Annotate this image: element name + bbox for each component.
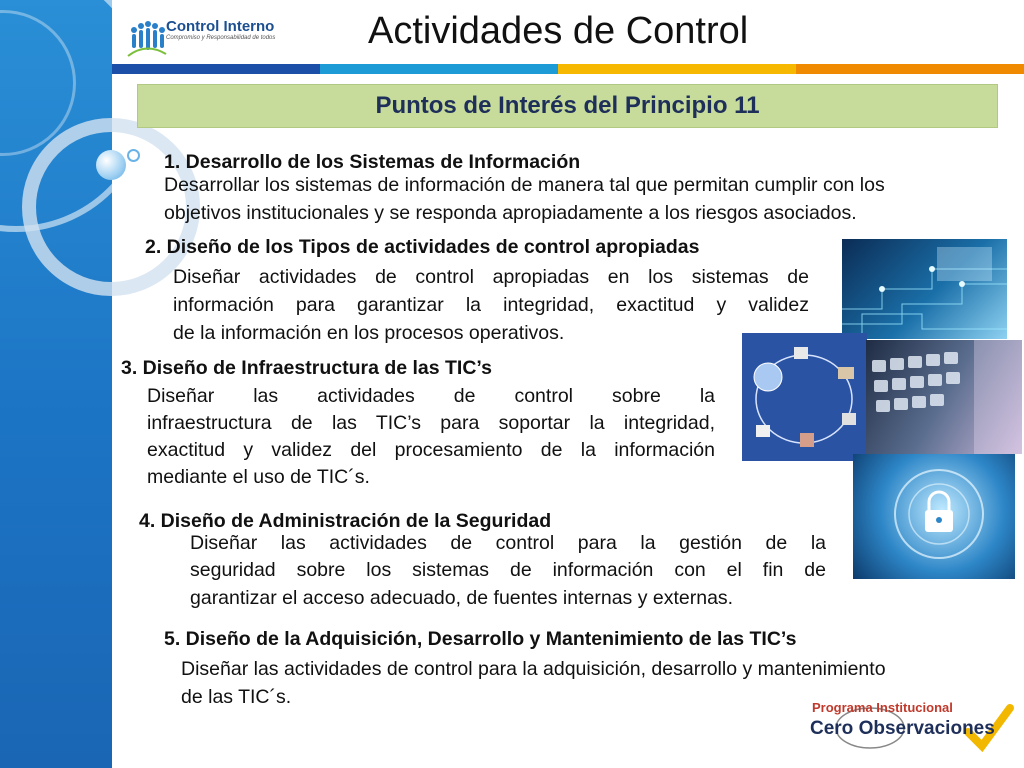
decorative-bubble [96, 150, 126, 180]
point-4-body-line: Diseñar las actividades de control para la gestión de la [190, 532, 826, 554]
point-2-heading: 2. Diseño de los Tipos de actividades de control apropiadas [145, 236, 700, 258]
point-4-heading: 4. Diseño de Administración de la Seguridad [139, 510, 552, 532]
point-1-heading: 1. Desarrollo de los Sistemas de Información [164, 151, 581, 173]
keyboard-image [866, 340, 1022, 454]
point-1-body-line: objetivos institucionales y se responda apropiadamente a los riesgos asociados. [164, 202, 857, 224]
section-banner: Puntos de Interés del Principio 11 [137, 84, 998, 128]
point-5-body-line: Diseñar las actividades de control para la adquisición, desarrollo y mantenimiento [181, 658, 886, 680]
point-3-heading: 3. Diseño de Infraestructura de las TIC’s [121, 357, 492, 379]
footer-logo-line2: Cero Observaciones [810, 718, 995, 739]
point-1-body-line: Desarrollar los sistemas de información de manera tal que permitan cumplir con los [164, 174, 885, 196]
point-3-body-line: infraestructura de las TIC’s para soportar la integridad, [147, 412, 715, 434]
footer-logo-line1: Programa Institucional [812, 700, 953, 715]
point-4-body-line: seguridad sobre los sistemas de información con el fin de [190, 559, 826, 581]
point-2-body-line: de la información en los procesos operativos. [173, 322, 565, 344]
point-3-body-line: Diseñar las actividades de control sobre la [147, 385, 715, 407]
logo-subtitle: Compromiso y Responsabilidad de todos [166, 35, 276, 41]
technology-circuit-image [842, 239, 1007, 339]
header-stripe-blue [320, 64, 558, 74]
decorative-bubble [127, 149, 140, 162]
point-2-body-line: información para garantizar la integridad, exactitud y validez [173, 294, 809, 316]
point-4-body-line: garantizar el acceso adecuado, de fuentes internas y externas. [190, 587, 734, 609]
header-stripe-orange [796, 64, 1024, 74]
point-2-body-line: Diseñar actividades de control apropiadas en los sistemas de [173, 266, 809, 288]
point-3-body-line: mediante el uso de TIC´s. [147, 466, 370, 488]
header-stripe-yellow [558, 64, 796, 74]
sidebar-decoration [0, 0, 112, 768]
page-title: Actividades de Control [368, 10, 749, 52]
point-5-heading: 5. Diseño de la Adquisición, Desarrollo y Mantenimiento de las TIC’s [164, 628, 797, 650]
header-stripe-navy [112, 64, 320, 74]
point-5-body-line: de las TIC´s. [181, 686, 292, 708]
security-lock-image [853, 454, 1015, 579]
logo-title: Control Interno [166, 18, 275, 35]
point-3-body-line: exactitud y validez del procesamiento de la información [147, 439, 715, 461]
network-globe-image [742, 333, 867, 461]
